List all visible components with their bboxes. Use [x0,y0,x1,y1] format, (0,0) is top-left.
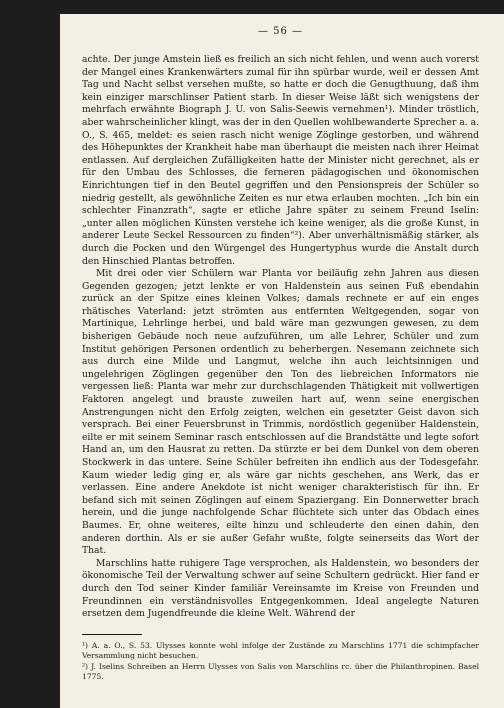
footnote: ¹) A. a. O., S. 53. Ulysses konnte wohl infolge der Zustände zu Marschlins 1771 die schimpfacher Versammlung nicht besuchen. [82,640,479,660]
paragraph: Marschlins hatte ruhigere Tage versprochen, als Haldenstein, wo besonders der ökonomische Teil der Verwaltung schwer auf seine Schultern gedrückt. Hier fand er durch den Tod seiner Kinder familiär Vereinsamte im Kreise von Freunden und Freundinnen ein verständnisvolles Entgegenkommen. Ideal angelegte Naturen ersetzen dem Jugendfreunde die kleine Welt. Während der [82,557,479,620]
footnote-divider [82,634,142,635]
book-page [60,14,504,708]
body-text [82,54,479,621]
footnote: ²) J. Iselins Schreiben an Herrn Ulysses von Salis von Marschlins rc. über die Philanthropinen. Basel 1775. [82,661,479,681]
page-number-header: — 56 — [257,26,304,37]
paragraph: Mit drei oder vier Schülern war Planta vor beiläufig zehn Jahren aus diesen Gegenden gezogen; jetzt lenkte er von Haldenstein aus seinen Fuß ebendahin zurück an der Spitze eines kleinen Volkes; damals rechnete er auf ein enges rhätisches Vaterland: jetzt strömten aus entfernten Weltgegenden, sogar von Martinique, Lehrlinge herbei, und bald wäre man gezwungen gewesen, zu dem bisherigen Gebäude noch neue aufzuführen, um alle Lehrer, Schüler und zum Institut gehörigen Personen ordentlich zu beherbergen. Nesemann zeichnete sich aus durch eine Milde und Langmut, welche ihn auch leichtsinnigen und ungelehrigen Zöglingen gegenüber den Ton des liebreichen Informators nie vergessen ließ: Planta war mehr zur durchschlagenden Thätigkeit mit vollwertigen Faktoren angelegt und brauste zuweilen hart auf, wenn seine energischen Anstrengungen nicht den Erfolg zeigten, welchen ein gesetzter Geist davon sich versprach. Bei einer Feuersbrunst in Trimmis, nordöstlich gegenüber Haldenstein, eilte er mit seinem Seminar rasch entschlossen auf die Brandstätte und legte sofort Hand an, um den Hausrat zu retten. Da stürzte er bei dem Dunkel von dem oberen Stockwerk in das untere. Seine Schüler befreiten ihn endlich aus der Todesgefahr. Kaum wieder ledig ging er, als wäre gar nichts geschehen, ans Werk, das er verlassen. Eine andere Anekdote ist nicht weniger charakteristisch für ihn. Er befand sich mit seinen Zöglingen auf einem Spaziergang. Ein Donnerwetter brach herein, und die junge nachfolgende Schar flüchtete sich unter das Obdach eines Baumes. Er, ohne weiteres, eilte hinzu und schleuderte den einen dahin, den anderen dorthin. Als er sie außer Gefahr wußte, folgte seinerseits das Wort der That. [82,268,479,557]
paragraph: achte. Der junge Amstein ließ es freilich an sich nicht fehlen, und wenn auch vorerst der Mangel eines Krankenwärters zumal für ihn spürbar wurde, weil er dessen Amt Tag und Nacht selbst versehen mußte, so hatte er doch die Genugthuung, daß ihm kein einziger marschlinser Patient starb. In dieser Weise läßt sich wenigstens der mehrfach erwähnte Biograph J. U. von Salis-Seewis vernehmen¹). Minder tröstlich, aber wahrscheinlicher klingt, was der in den Quellen wohlbewanderte Sprecher a. a. O., S. 465, meldet: es seien rasch nicht wenige Zöglinge gestorben, und während des Höhepunktes der Krankheit habe man überhaupt die meisten nach ihrer Heimat entlassen. Auf dergleichen Zufälligkeiten hatte der Minister nicht gerechnet, als er für den Umbau des Schlosses, die ferneren pädagogischen und ökonomischen Einrichtungen tief in den Beutel gegriffen und den Pensionspreis der Schüler so niedrig gestellt, als gewöhnliche Zeiten es nur etwa erlauben mochten. „Ich bin ein schlechter Finanzrath“, sagte er etliche Jahre später zu seinem Freund Iselin: „unter allen möglichen Künsten verstehe ich keine weniger, als die große Kunst, in anderer Leute Seckel Ressourcen zu finden“²). Aber unverhältnismäßig stärker, als durch die Pocken und den Würgengel des Hungertyphus wurde die Anstalt durch den Hinschied Plantas betroffen. [82,54,479,267]
footnotes [82,641,479,682]
